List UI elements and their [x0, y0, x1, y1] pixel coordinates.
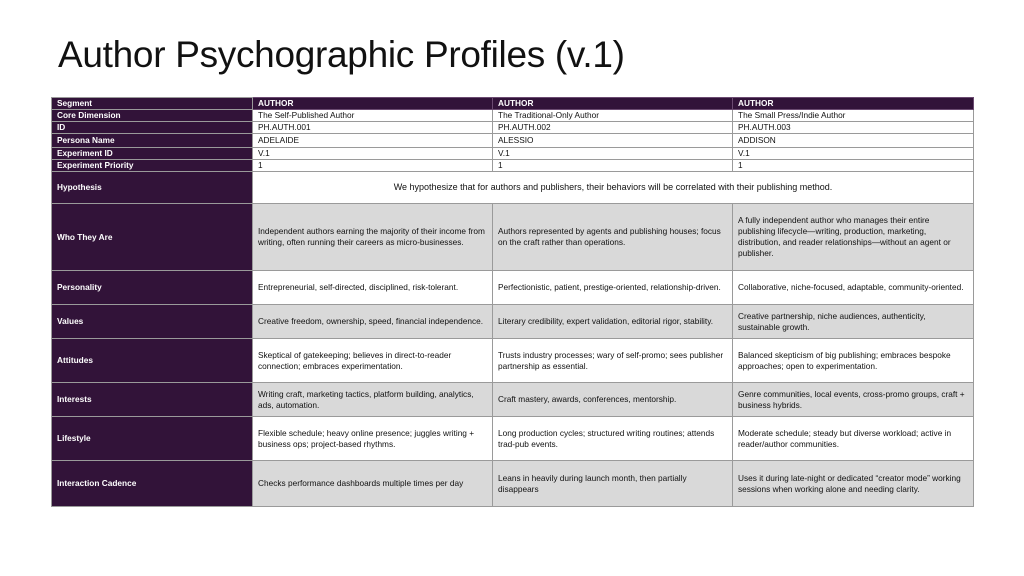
- table-row-experiment-id: [52, 148, 974, 160]
- id-cell: PH.AUTH.001: [253, 122, 493, 134]
- table-row-values: [52, 305, 974, 339]
- table-row-experiment-priority: [52, 160, 974, 172]
- row-label-values: Values: [52, 305, 253, 339]
- personality-cell: Collaborative, niche-focused, adaptable, community-oriented.: [733, 271, 974, 305]
- table-row-interests: [52, 383, 974, 417]
- table-row-hypothesis: [52, 172, 974, 204]
- interaction-cadence-cell: Checks performance dashboards multiple times per day: [253, 461, 493, 507]
- table-row-persona-name: [52, 134, 974, 148]
- experiment-id-cell: V.1: [493, 148, 733, 160]
- segment-cell: AUTHOR: [493, 98, 733, 110]
- interaction-cadence-cell: Uses it during late-night or dedicated “creator mode” working sessions when working alone and needing clarity.: [733, 461, 974, 507]
- row-label-who-they-are: Who They Are: [52, 204, 253, 271]
- experiment-id-cell: V.1: [733, 148, 974, 160]
- personality-cell: Entrepreneurial, self-directed, disciplined, risk-tolerant.: [253, 271, 493, 305]
- attitudes-cell: Trusts industry processes; wary of self-promo; sees publisher partnership as essential.: [493, 339, 733, 383]
- who-they-are-cell: Authors represented by agents and publishing houses; focus on the craft rather than operations.: [493, 204, 733, 271]
- personality-cell: Perfectionistic, patient, prestige-oriented, relationship-driven.: [493, 271, 733, 305]
- values-cell: Creative partnership, niche audiences, authenticity, sustainable growth.: [733, 305, 974, 339]
- interaction-cadence-cell: Leans in heavily during launch month, then partially disappears: [493, 461, 733, 507]
- values-cell: Creative freedom, ownership, speed, financial independence.: [253, 305, 493, 339]
- persona-table: [51, 97, 974, 507]
- table-row-segment: [52, 98, 974, 110]
- id-cell: PH.AUTH.002: [493, 122, 733, 134]
- table-row-lifestyle: [52, 417, 974, 461]
- hypothesis-cell: We hypothesize that for authors and publishers, their behaviors will be correlated with their publishing method.: [253, 172, 974, 204]
- lifestyle-cell: Moderate schedule; steady but diverse workload; active in reader/author communities.: [733, 417, 974, 461]
- experiment-id-cell: V.1: [253, 148, 493, 160]
- attitudes-cell: Skeptical of gatekeeping; believes in direct-to-reader connection; embraces experimentation.: [253, 339, 493, 383]
- id-cell: PH.AUTH.003: [733, 122, 974, 134]
- core-dimension-cell: The Self-Published Author: [253, 110, 493, 122]
- core-dimension-cell: The Traditional-Only Author: [493, 110, 733, 122]
- row-label-personality: Personality: [52, 271, 253, 305]
- interests-cell: Genre communities, local events, cross-promo groups, craft + business hybrids.: [733, 383, 974, 417]
- experiment-priority-cell: 1: [253, 160, 493, 172]
- core-dimension-cell: The Small Press/Indie Author: [733, 110, 974, 122]
- persona-name-cell: ADDISON: [733, 134, 974, 148]
- experiment-priority-cell: 1: [493, 160, 733, 172]
- who-they-are-cell: Independent authors earning the majority of their income from writing, often running their careers as micro-businesses.: [253, 204, 493, 271]
- row-label-hypothesis: Hypothesis: [52, 172, 253, 204]
- interests-cell: Writing craft, marketing tactics, platform building, analytics, ads, automation.: [253, 383, 493, 417]
- segment-cell: AUTHOR: [733, 98, 974, 110]
- row-label-id: ID: [52, 122, 253, 134]
- table-row-id: [52, 122, 974, 134]
- row-label-experiment-id: Experiment ID: [52, 148, 253, 160]
- table-row-attitudes: [52, 339, 974, 383]
- segment-cell: AUTHOR: [253, 98, 493, 110]
- page-title: Author Psychographic Profiles (v.1): [58, 34, 625, 75]
- experiment-priority-cell: 1: [733, 160, 974, 172]
- persona-name-cell: ALESSIO: [493, 134, 733, 148]
- lifestyle-cell: Long production cycles; structured writing routines; attends trad-pub events.: [493, 417, 733, 461]
- who-they-are-cell: A fully independent author who manages their entire publishing lifecycle—writing, production, marketing, distribution, and reader relationships—without an agent or publisher.: [733, 204, 974, 271]
- row-label-segment: Segment: [52, 98, 253, 110]
- row-label-persona-name: Persona Name: [52, 134, 253, 148]
- table-row-who-they-are: [52, 204, 974, 271]
- row-label-interests: Interests: [52, 383, 253, 417]
- attitudes-cell: Balanced skepticism of big publishing; embraces bespoke approaches; open to experimentation.: [733, 339, 974, 383]
- row-label-interaction-cadence: Interaction Cadence: [52, 461, 253, 507]
- persona-name-cell: ADELAIDE: [253, 134, 493, 148]
- table-row-personality: [52, 271, 974, 305]
- lifestyle-cell: Flexible schedule; heavy online presence; juggles writing + business ops; project-based rhythms.: [253, 417, 493, 461]
- interests-cell: Craft mastery, awards, conferences, mentorship.: [493, 383, 733, 417]
- row-label-experiment-priority: Experiment Priority: [52, 160, 253, 172]
- row-label-attitudes: Attitudes: [52, 339, 253, 383]
- row-label-lifestyle: Lifestyle: [52, 417, 253, 461]
- table-row-interaction-cadence: [52, 461, 974, 507]
- values-cell: Literary credibility, expert validation, editorial rigor, stability.: [493, 305, 733, 339]
- row-label-core-dimension: Core Dimension: [52, 110, 253, 122]
- table-row-core-dimension: [52, 110, 974, 122]
